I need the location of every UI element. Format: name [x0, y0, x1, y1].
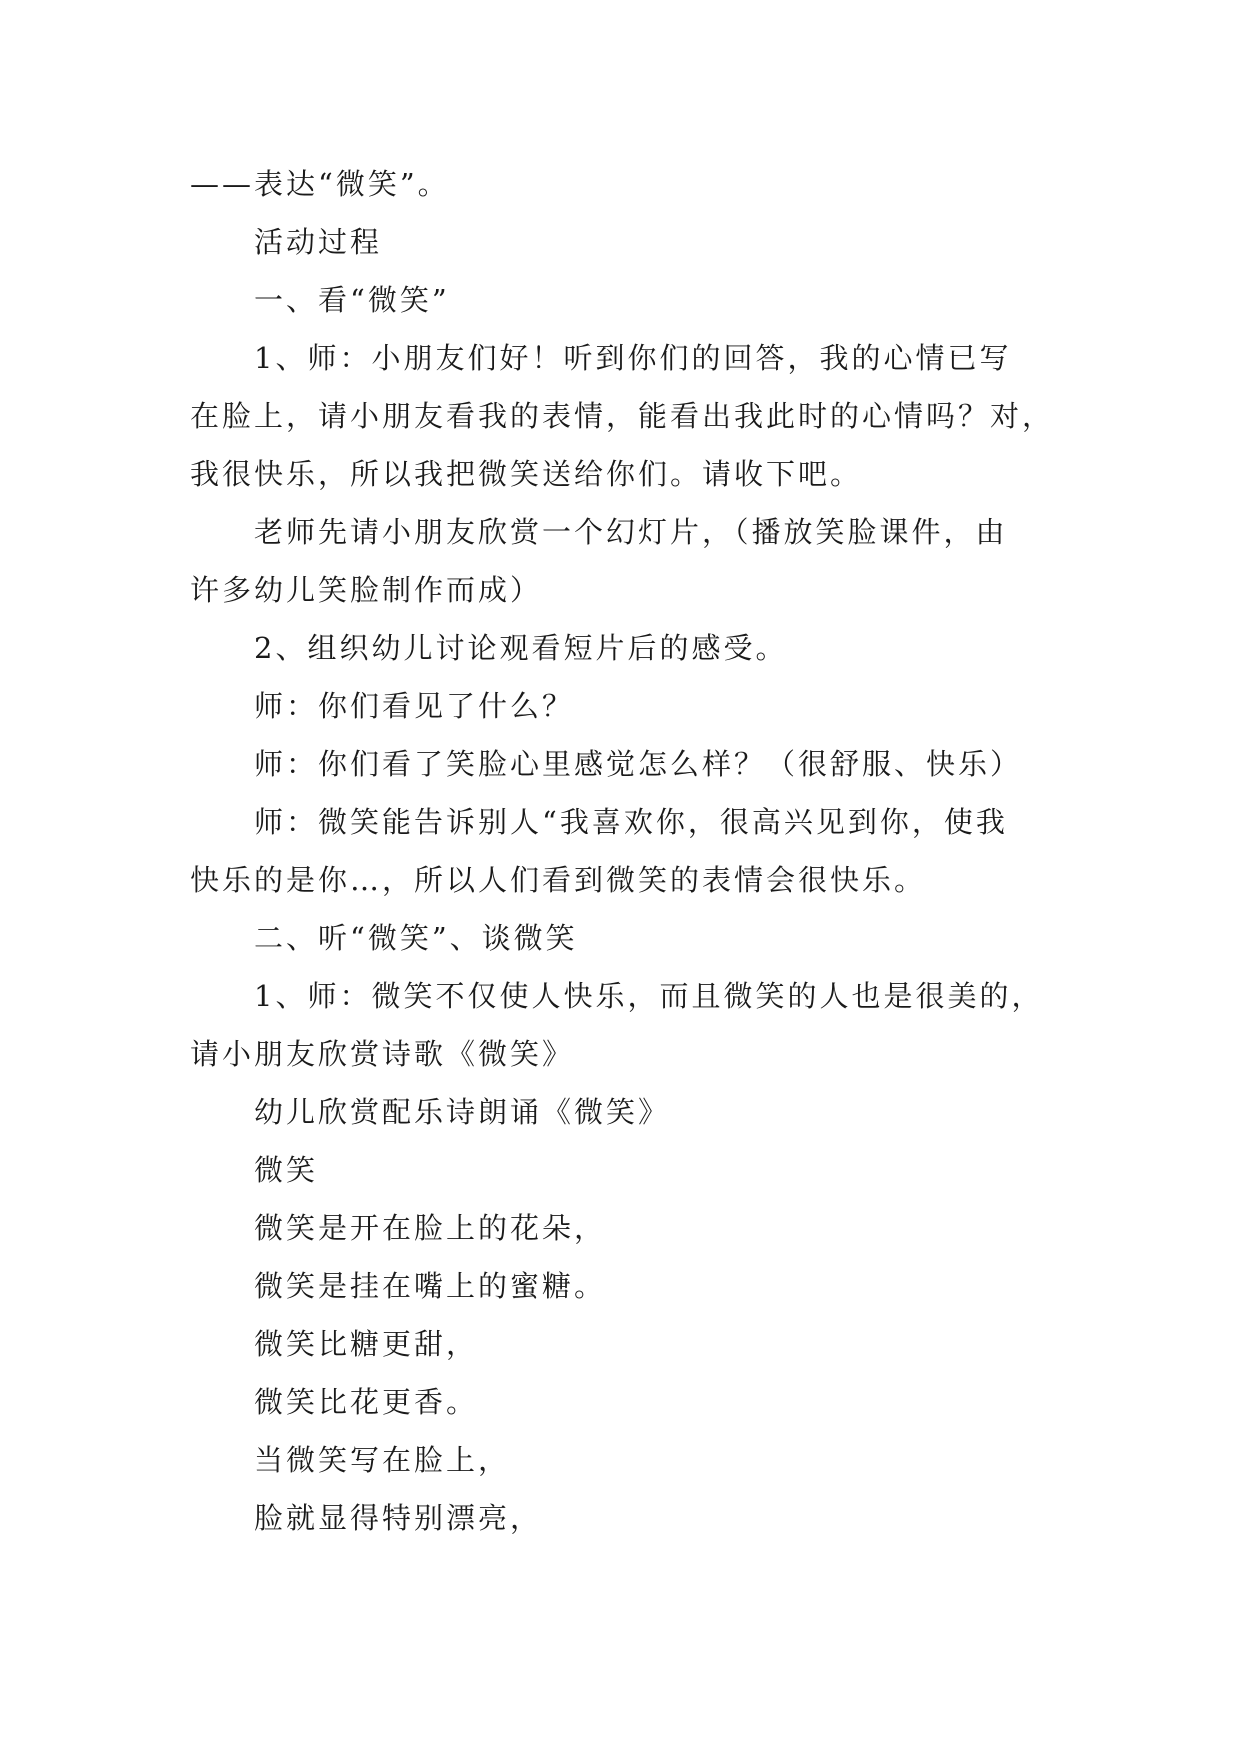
text-line: 师：微笑能告诉别人“我喜欢你，很高兴见到你，使我: [254, 805, 1008, 839]
text-line: 2、组织幼儿讨论观看短片后的感受。: [254, 631, 788, 665]
text-line: 师：你们看了笑脸心里感觉怎么样？（很舒服、快乐）: [254, 747, 1023, 781]
poem-line: 当微笑写在脸上，: [254, 1443, 511, 1477]
text-line: 我很快乐，所以我把微笑送给你们。请收下吧。: [190, 457, 863, 491]
text-line: 快乐的是你…，所以人们看到微笑的表情会很快乐。: [190, 863, 927, 897]
text-line: 请小朋友欣赏诗歌《微笑》: [190, 1037, 575, 1071]
text-line: ——表达“微笑”。: [190, 167, 450, 201]
text-line: 在脸上，请小朋友看我的表情，能看出我此时的心情吗？对，: [190, 399, 1055, 433]
section-heading: 一、看“微笑”: [254, 283, 450, 317]
poem-title: 微笑: [254, 1153, 319, 1187]
poem-line: 脸就显得特别漂亮，: [254, 1501, 543, 1535]
text-line: 许多幼儿笑脸制作而成）: [190, 573, 543, 607]
text-line: 老师先请小朋友欣赏一个幻灯片，（播放笑脸课件，由: [254, 515, 1008, 549]
text-line: 幼儿欣赏配乐诗朗诵《微笑》: [254, 1095, 671, 1129]
section-heading: 二、听“微笑”、谈微笑: [254, 921, 578, 955]
section-heading: 活动过程: [254, 225, 383, 259]
poem-line: 微笑是开在脸上的花朵，: [254, 1211, 607, 1245]
text-line: 1、师：小朋友们好！听到你们的回答，我的心情已写: [254, 341, 1012, 375]
document-body: [190, 155, 1070, 1547]
poem-line: 微笑比花更香。: [254, 1385, 479, 1419]
poem-line: 微笑是挂在嘴上的蜜糖。: [254, 1269, 607, 1303]
text-line: 1、师：微笑不仅使人快乐，而且微笑的人也是很美的，: [254, 979, 1044, 1013]
poem-line: 微笑比糖更甜，: [254, 1327, 479, 1361]
text-line: 师：你们看见了什么？: [254, 689, 575, 723]
